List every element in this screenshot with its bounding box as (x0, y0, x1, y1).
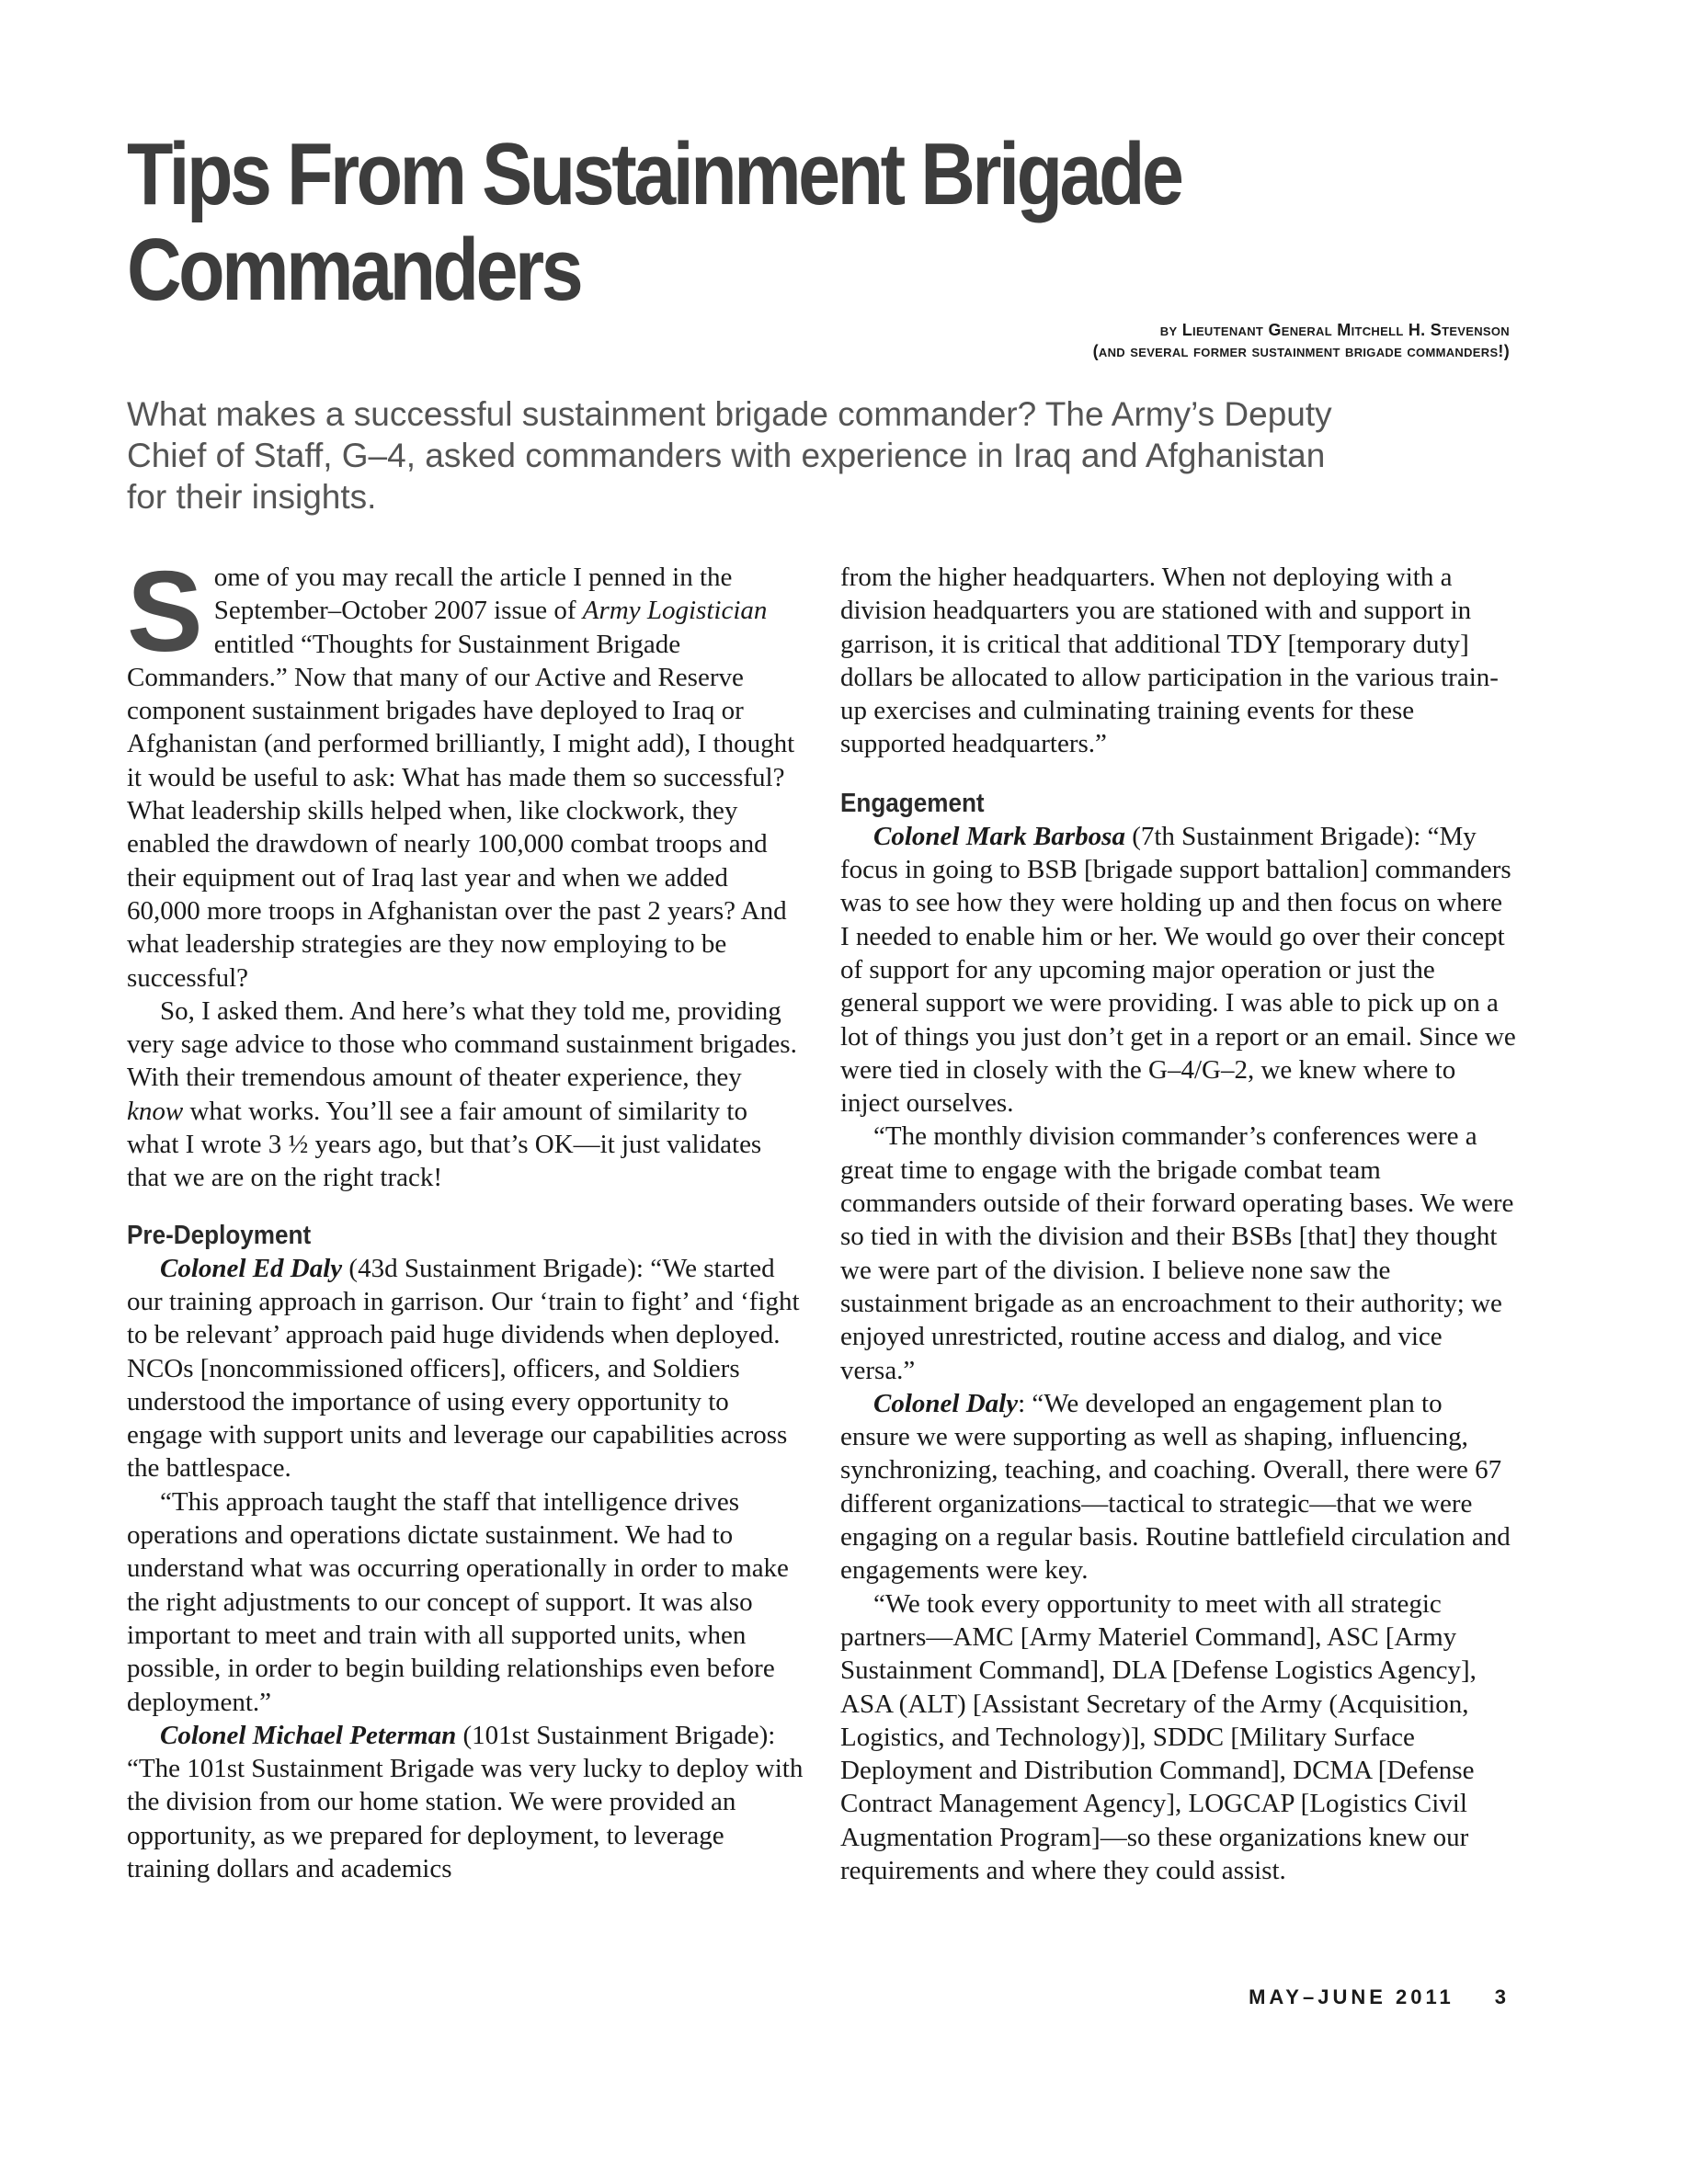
body-paragraph (127, 995, 804, 1195)
quote-text: : “We developed an engagement plan to ensure we were supporting as well as shaping, influencing, synchronizing, teaching, and coaching. Overall, there were 67 different organizations—tactical to strategic—that we were engaging on a regular basis. Routine battlefield circulation and engagements were key. (840, 1388, 1511, 1586)
speaker-name: Colonel Ed Daly (160, 1253, 343, 1283)
speaker-name: Colonel Michael Peterman (160, 1720, 457, 1750)
article-title-line-2: Commanders (127, 221, 581, 319)
quote-text: (43d Sustainment Brigade): “We started our training approach in garrison. Our ‘train to fight’ and ‘fight to be relevant’ approach paid huge dividends when deployed. NCOs [noncommissioned officers], officers, and Soldiers understood the importance of using every opportunity to engage with support units and leverage our capabilities across the battlespace. (127, 1253, 800, 1484)
speaker-name: Colonel Mark Barbosa (873, 821, 1125, 851)
byline-author: by Lieutenant General Mitchell H. Stevenson (1159, 321, 1510, 339)
intro-text-a: ome of you may recall the article I penned in the September–October 2007 issue of (213, 563, 733, 626)
intro-text-b: entitled “Thoughts for Sustainment Brigade Commanders.” Now that many of our Active and Reserve component sustainment brigades have deployed to Iraq or Afghanistan (and performed brilliantly, I might add), I thought it would be useful to ask: What has made them so successful? What leadership skills helped when, like clockwork, they enabled the drawdown of nearly 100,000 combat troops and their equipment out of Iraq last year and when we added 60,000 more troops in Afghanistan over the past 2 years? And what leadership strategies are they now employing to be successful? (127, 629, 795, 993)
article-title-line-1: Tips From Sustainment Brigade (127, 125, 1181, 223)
body-paragraph: from the higher headquarters. When not deploying with a division headquarters you are stationed with and support in garrison, it is critical that additional TDY [temporary duty] dollars be allocated to allow participation in the various train-up exercises and culminating training events for these supported headquarters.” (840, 563, 1499, 759)
body-paragraph: “We took every opportunity to meet with all strategic partners—AMC [Army Materiel Command], ASC [Army Sustainment Command], DLA [Defense Logistics Agency], ASA (ALT) [Assistant Secretary of the Army (Acquisition, Logistics, and Technology)], SDDC [Military Surface Deployment and Distribution Command], DCMA [Defense Contract Management Agency], LOGCAP [Logistics Civil Augmentation Program]—so these organizations knew our requirements and where they could assist. (840, 1588, 1477, 1885)
byline-note: (and several former sustainment brigade commanders!) (1092, 342, 1510, 360)
body-paragraph: “This approach taught the staff that intelligence drives operations and operations dictate sustainment. We had to understand what was occurring operationally in order to make the right adjustments to our concept of support. It was also important to meet and train with all supported units, when possible, in order to begin building relationships even before deployment.” (127, 1486, 789, 1717)
page-footer (1249, 1985, 1510, 2009)
quote-paragraph-daly (127, 1252, 804, 1485)
publication-name: Army Logistician (582, 596, 768, 626)
page-number: 3 (1494, 1985, 1510, 2008)
drop-cap: S (127, 549, 203, 676)
byline (1093, 320, 1510, 362)
article-title (127, 127, 1313, 318)
issue-date: MAY–JUNE 2011 (1249, 1985, 1454, 2008)
right-column (840, 561, 1517, 1887)
body-text-a: So, I asked them. And here’s what they told me, providing very sage advice to those who command sustainment brigades. With their tremendous amount of theater experience, they (127, 995, 797, 1093)
section-heading-engagement: Engagement (840, 788, 985, 818)
body-paragraph: “The monthly division commander’s conferences were a great time to engage with the brigade combat team commanders outside of their forward operating bases. We were so tied in with the division and their BSBs [that] they thought we were part of the division. I believe none saw the sustainment brigade as an encroachment to their authority; we enjoyed unrestricted, routine access and dialog, and vice versa.” (840, 1121, 1514, 1385)
quote-paragraph-daly (840, 1387, 1517, 1587)
body-text-b: what works. You’ll see a fair amount of similarity to what I wrote 3 ½ years ago, but that’s OK—it just validates that we are on the right track! (127, 1096, 762, 1193)
article-deck: What makes a successful sustainment brigade commander? The Army’s Deputy Chief of Staff, G–4, asked commanders with experience in Iraq and Afghanistan for their insights. (127, 395, 1332, 516)
section-heading-pre-deployment: Pre-Deployment (127, 1220, 312, 1250)
speaker-name: Colonel Daly (873, 1388, 1019, 1418)
quote-paragraph-barbosa (840, 820, 1517, 1120)
emphasis-text: know (127, 1096, 184, 1126)
intro-paragraph (127, 549, 804, 995)
quote-text: (7th Sustainment Brigade): “My focus in going to BSB [brigade support battalion] commanders was to see how they were holding up and then focus on where I needed to enable him or her. We would go over their concept of support for any upcoming major operation or just the general support we were providing. I was able to pick up on a lot of things you just don’t get in a report or an email. Since we were tied in closely with the G–4/G–2, we knew where to inject ourselves. (840, 821, 1516, 1119)
quote-text: (101st Sustainment Brigade): “The 101st Sustainment Brigade was very lucky to deploy with the division from our home station. We were provided an opportunity, as we prepared for deployment, to leverage training dollars and academics (127, 1720, 804, 1883)
quote-paragraph-peterman (127, 1719, 804, 1885)
left-column (127, 549, 804, 1885)
